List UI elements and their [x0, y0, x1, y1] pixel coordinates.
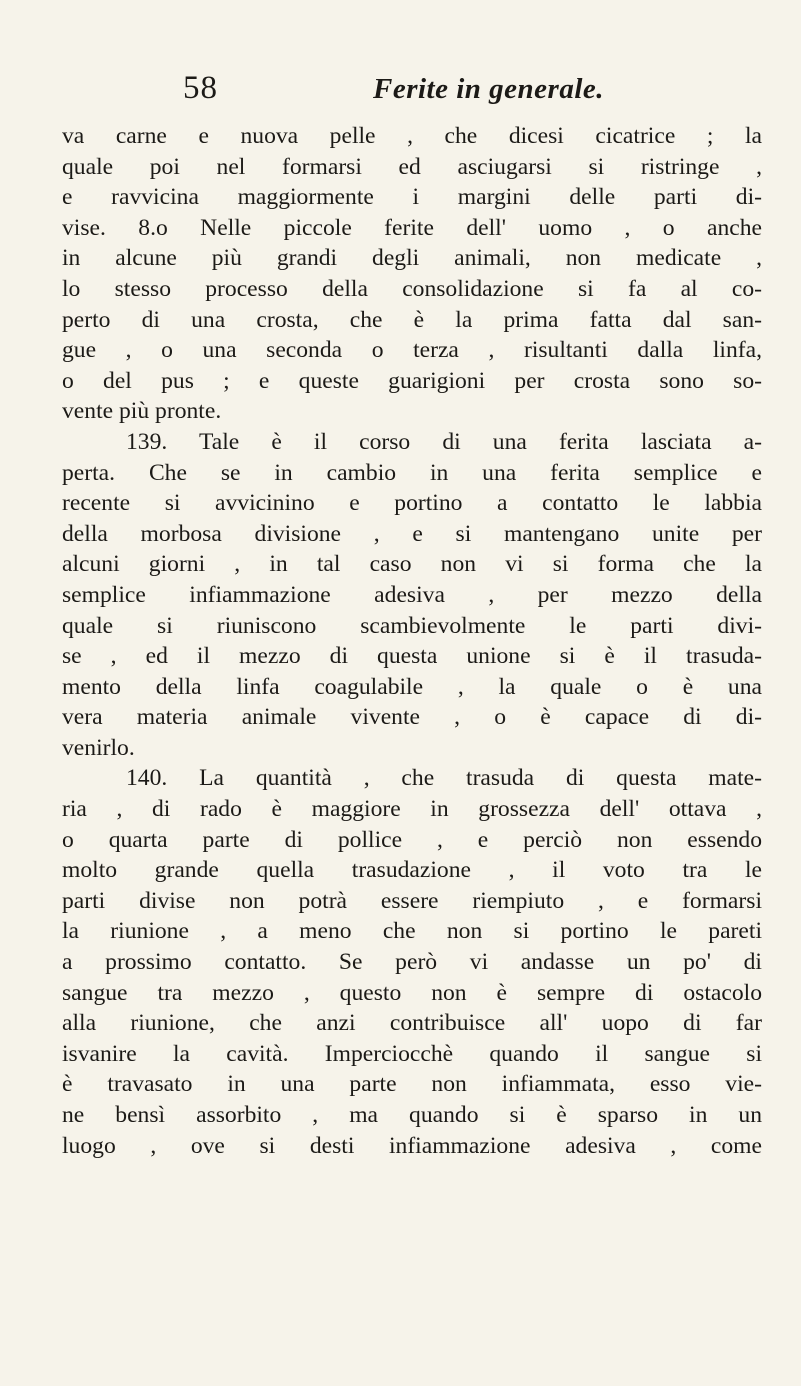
- text-line: va carne e nuova pelle , che dicesi cicatrice ; la: [62, 123, 762, 149]
- text-line: o del pus ; e queste guarigioni per crosta sono so-: [62, 367, 762, 394]
- text-line: a prossimo contatto. Se però vi andasse un po' di: [62, 949, 762, 976]
- text-line: della morbosa divisione , e si mantengano unite per: [62, 520, 762, 547]
- text-line: luogo , ove si desti infiammazione adesiva , come: [62, 1132, 762, 1159]
- text-line-paragraph-end: venirlo.: [62, 734, 135, 761]
- text-line: vera materia animale vivente , o è capace di di-: [62, 704, 762, 731]
- text-line: quale si riuniscono scambievolmente le parti divi-: [62, 612, 762, 639]
- text-line: gue , o una seconda o terza , risultanti dalla linfa,: [62, 337, 762, 364]
- text-line: alla riunione, che anzi contribuisce all' uopo di far: [62, 1010, 762, 1037]
- text-line-paragraph-end: vente più pronte.: [62, 398, 222, 425]
- text-line: alcuni giorni , in tal caso non vi si forma che la: [62, 551, 762, 578]
- text-line: in alcune più grandi degli animali, non medicate ,: [62, 245, 762, 272]
- text-line: la riunione , a meno che non si portino le pareti: [62, 918, 762, 945]
- text-line: o quarta parte di pollice , e perciò non essendo: [62, 826, 762, 853]
- text-line: sangue tra mezzo , questo non è sempre di ostacolo: [62, 979, 762, 1006]
- text-line: se , ed il mezzo di questa unione si è il trasuda-: [62, 643, 762, 670]
- text-line: è travasato in una parte non infiammata, esso vie-: [62, 1071, 762, 1098]
- text-line: quale poi nel formarsi ed asciugarsi si ristringe ,: [62, 153, 762, 180]
- text-line: molto grande quella trasudazione , il voto tra le: [62, 857, 762, 884]
- text-line: parti divise non potrà essere riempiuto , e formarsi: [62, 887, 762, 914]
- text-line: perta. Che se in cambio in una ferita semplice e: [62, 459, 762, 486]
- text-line: semplice infiammazione adesiva , per mezzo della: [62, 581, 762, 608]
- text-line: vise. 8.o Nelle piccole ferite dell' uomo , o anche: [62, 214, 762, 241]
- body-text: [62, 121, 762, 1161]
- text-line: recente si avvicinino e portino a contatto le labbia: [62, 490, 762, 517]
- paragraph-139-start: 139. Tale è il corso di una ferita lasciata a-: [126, 428, 762, 455]
- text-line: perto di una crosta, che è la prima fatta dal san-: [62, 306, 762, 333]
- page-number: 58: [183, 70, 218, 106]
- text-line: e ravvicina maggiormente i margini delle parti di-: [62, 184, 762, 211]
- text-line: isvanire la cavità. Imperciocchè quando il sangue si: [62, 1040, 762, 1067]
- text-line: ria , di rado è maggiore in grossezza dell' ottava ,: [62, 796, 762, 823]
- paragraph-140-start: 140. La quantità , che trasuda di questa mate-: [126, 765, 762, 792]
- running-head: [183, 70, 743, 114]
- text-line: lo stesso processo della consolidazione si fa al co-: [62, 275, 762, 302]
- running-title: Ferite in generale.: [373, 73, 605, 105]
- text-line: ne bensì assorbito , ma quando si è sparso in un: [62, 1102, 762, 1128]
- text-line: mento della linfa coagulabile , la quale o è una: [62, 673, 762, 700]
